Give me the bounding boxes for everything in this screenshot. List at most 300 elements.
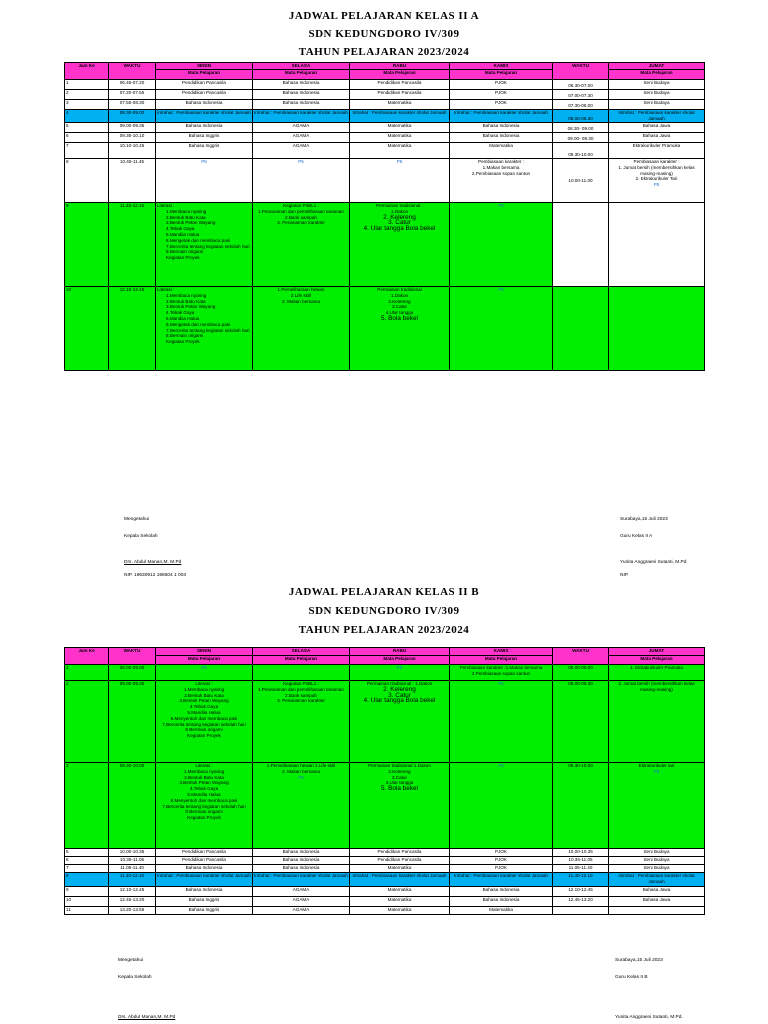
table-row <box>65 887 705 897</box>
line: 8.Bermain origami <box>166 333 204 339</box>
cell-selasa: AGAMA <box>253 123 350 133</box>
line: Permainan tradisional : <box>376 203 423 208</box>
line: 7.Bercerita tentang kegiatan sekolah hari <box>162 721 246 727</box>
sign-b-right-1: Surabaya,15 Juli 2023 <box>615 958 663 963</box>
cell-selasa: Bahasa Indonesia <box>253 865 350 873</box>
table-row-activity <box>65 287 705 371</box>
subheader-mapel: Mata Pelajaran <box>156 656 253 665</box>
schedule-a-school: SDN KEDUNGDORO IV/309 <box>308 28 460 40</box>
cell-rabu: Matematika <box>350 897 450 907</box>
line: 4.Tebak Gaya <box>189 704 219 710</box>
cell-selasa <box>253 665 350 681</box>
cell-kamis <box>450 159 553 203</box>
cell-jumat: Bahasa Jawa <box>609 897 705 907</box>
line: 2.Bank sampah <box>285 692 317 698</box>
cell-rabu: Pendidikan Pancasila <box>350 857 450 865</box>
cell-jumat: Seni Budaya <box>609 857 705 865</box>
line: 6.Menyentuh dan membaca pasi <box>170 715 238 721</box>
cell-waktu-jumat: 09.30-10.00 <box>553 763 609 849</box>
line: 2. Ektrakurikuler Tari <box>635 176 678 182</box>
header-kamis: KAMIS <box>450 63 553 70</box>
line: 5.Mandiia Halua <box>187 709 221 715</box>
cell-selasa: AGAMA <box>253 143 350 159</box>
cell-jumat: Bahasa Jawa <box>609 123 705 133</box>
cell-waktu-jumat: 06.30-07.00 <box>553 80 609 90</box>
line: Kegiatan Proyek <box>187 733 221 739</box>
sign-b-right-2: Guru Kelas II B <box>615 975 648 980</box>
cell-jumat: Intrahat : Pembiasaan karakter sholat Jamaah <box>609 873 705 887</box>
table-row-activity <box>65 681 705 763</box>
cell-jam: 5 <box>65 849 109 857</box>
line: Pembiasaan karakter :1.Makan bersama <box>459 665 543 670</box>
cell-jam: 11 <box>65 907 109 915</box>
sign-a-left-1: Mengetahui <box>124 517 150 522</box>
line: 4.Tebak Gaya <box>166 310 195 316</box>
line: 1.Membaca nyaring <box>183 768 225 774</box>
line: 1.Makan bersama <box>482 164 520 170</box>
subheader-mapel: Mata Pelajaran <box>609 656 705 665</box>
header-waktu-jumat: WAKTU <box>553 648 609 665</box>
cell-waktu: 12.10-12.45 <box>109 887 156 897</box>
cell-senin: Bahasa Inggris <box>156 133 253 143</box>
cell-rabu: Matematika <box>350 123 450 133</box>
line: Literasi : <box>195 681 213 686</box>
table-header-row <box>65 63 705 70</box>
cell-jumat <box>609 763 705 849</box>
cell-selasa <box>253 763 350 849</box>
line: Permainan tradisional : 1.Dakon <box>366 681 433 686</box>
cell-senin: Bahasa Indonesia <box>156 887 253 897</box>
cell-waktu-jumat: 09.00-09.30 <box>553 681 609 763</box>
cell-waktu: 10.35-11.05 <box>109 857 156 865</box>
subheader-mapel: Mata Pelajaran <box>253 70 350 80</box>
line: 3. Makan bersama <box>281 298 321 304</box>
table-row <box>65 143 705 159</box>
cell-jam: 2 <box>65 681 109 763</box>
line: 3. Makan bersama <box>281 768 321 774</box>
cell-kamis: PJOK <box>450 100 553 110</box>
header-senin: SENIN <box>156 63 253 70</box>
cell-selasa: AGAMA <box>253 907 350 915</box>
cell-selasa-p5: P5 <box>253 159 350 203</box>
line: 4.Ular tangga <box>385 780 414 786</box>
cell-kamis: Bahasa Indonesia <box>450 123 553 133</box>
cell-senin: Pendidikan Pancasila <box>156 90 253 100</box>
cell-selasa: Intrahat : Pembiasaan karakter sholat Jamaah <box>253 873 350 887</box>
subheader-mapel: Mata Pelajaran <box>350 656 450 665</box>
cell-kamis-p5: P5 <box>450 203 553 287</box>
cell-rabu: Matematika <box>350 100 450 110</box>
cell-rabu <box>350 763 450 849</box>
cell-waktu: 11.05-11.40 <box>109 865 156 873</box>
cell-senin: Bahasa Indonesia <box>156 100 253 110</box>
line: 4.Ular tangga <box>385 310 414 316</box>
cell-waktu: 11.45-12.15 <box>109 203 156 287</box>
cell-kamis: Bahasa Indonesia <box>450 897 553 907</box>
cell-senin: Pendidikan Pancasila <box>156 80 253 90</box>
cell-jumat: 2. Jumat bersih (membersihkan kelas masing-masing) <box>609 681 705 763</box>
cell-waktu-jumat: 08.00-08.30 <box>553 110 609 123</box>
cell-selasa: Bahasa Indonesia <box>253 857 350 865</box>
line: 8.Bermain origami <box>185 809 223 815</box>
header-kamis: KAMIS <box>450 648 553 656</box>
cell-rabu <box>350 203 450 287</box>
cell-rabu: Pendidikan Pancasila <box>350 80 450 90</box>
line: Literasi : <box>195 763 213 768</box>
cell-rabu: Intrahat : Pembiasaan karakter sholat Jamaah <box>350 873 450 887</box>
schedule-b-year: TAHUN PELAJARAN 2023/2024 <box>298 624 470 636</box>
cell-selasa: Bahasa Indonesia <box>253 849 350 857</box>
table-row <box>65 133 705 143</box>
sign-a-principal-name: Drs. Abdul Manan,M. M.Pd <box>124 560 182 565</box>
cell-senin: Intrahat : Pembiasaan karakter sholat Jamaah <box>156 873 253 887</box>
cell-waktu-jumat: 11.05-11.40 <box>553 865 609 873</box>
cell-kamis: PJOK <box>450 849 553 857</box>
line: 1.Membaca nyaring <box>166 208 207 214</box>
sign-a-right-2: Guru Kelas II A <box>620 534 653 539</box>
line: 4.Tebak Gaya <box>189 786 219 792</box>
cell-kamis-p5: P5 <box>450 287 553 371</box>
cell-senin-literasi <box>156 287 253 371</box>
line: 3.Catur <box>391 304 408 310</box>
cell-rabu: Matematika <box>350 133 450 143</box>
table-subheader-row <box>65 70 705 80</box>
cell-kamis-p5: P5 <box>450 681 553 763</box>
line: 8.Bermain origami <box>185 727 223 733</box>
cell-selasa <box>253 287 350 371</box>
cell-jumat: Bahasa Jawa <box>609 133 705 143</box>
cell-selasa <box>253 203 350 287</box>
subheader-mapel: Mata Pelajaran <box>253 656 350 665</box>
line: 1.Penanaman dan pemeliharaan tanaman <box>258 686 344 692</box>
cell-senin-p5: P5 <box>156 665 253 681</box>
cell-jam: 8 <box>65 159 109 203</box>
cell-kamis: Bahasa Indonesia <box>450 133 553 143</box>
line: 4. Ular tangga Bola bekel <box>363 697 436 705</box>
line: 2.Pembiasaan sopan santun <box>471 170 531 176</box>
cell-waktu: 12.45-13.20 <box>109 897 156 907</box>
schedule-a-title: JADWAL PELAJARAN KELAS II A <box>288 10 480 22</box>
cell-senin: Bahasa Inggris <box>156 143 253 159</box>
table-header-row <box>65 648 705 656</box>
cell-jam: 7 <box>65 143 109 159</box>
cell-waktu: 08.00-09.00 <box>109 665 156 681</box>
line: 6.Mengetak dan membaca pasi <box>166 321 231 327</box>
sign-a-teacher-name: Yunita Anggraeni Sutanti, M.Pd <box>620 560 687 565</box>
line: 1. Jumat bersih (membersihkan kelas masing-masing) <box>618 164 695 176</box>
cell-waktu-jumat: 10.00-10.35 <box>553 849 609 857</box>
cell-rabu <box>350 681 450 763</box>
line: 6.Menyentuh dan membaca pasi <box>170 797 238 803</box>
cell-jam: 6 <box>65 857 109 865</box>
line: Kegiatan PriBL1 : <box>283 681 319 686</box>
sign-b-teacher-name: Yunita Anggraeni Sutanti, M.Pd. <box>615 1015 683 1020</box>
line: 2.Bentuk Batu Kata <box>166 298 206 304</box>
cell-kamis: PJOK <box>450 90 553 100</box>
line: 3. Catur <box>388 219 411 227</box>
table-row <box>65 907 705 915</box>
line: 4. Ular tangga Bola bekel <box>363 225 436 233</box>
cell-waktu-jumat: 07.30-08.00 <box>553 100 609 110</box>
subheader-mapel: Mata Pelajaran <box>156 70 253 80</box>
schedule-a-table <box>64 62 705 371</box>
line: 2.Bentuk Batu Kata <box>166 214 206 220</box>
cell-senin: Pendidikan Pancasila <box>156 857 253 865</box>
cell-rabu-p5: P5 <box>350 665 450 681</box>
table-subheader-row <box>65 656 705 665</box>
cell-jam: 1 <box>65 80 109 90</box>
table-row <box>65 100 705 110</box>
table-row <box>65 123 705 133</box>
cell-jam: 5 <box>65 123 109 133</box>
cell-empty <box>553 203 609 287</box>
table-row <box>65 865 705 873</box>
cell-waktu-jumat: 08.30- 09.00 <box>553 123 609 133</box>
table-row-break <box>65 873 705 887</box>
sign-a-teacher-nip: NIP. <box>620 573 629 578</box>
header-jumat: JUMAT <box>609 648 705 656</box>
cell-jam: 6 <box>65 133 109 143</box>
table-row-activity <box>65 203 705 287</box>
cell-kamis: Matematika <box>450 143 553 159</box>
cell-jam: 3 <box>65 763 109 849</box>
line: 3.Catur <box>391 774 408 780</box>
cell-waktu-jumat: 11.40-12.10 <box>553 873 609 887</box>
line: 2.Bank sampah <box>285 214 317 220</box>
cell-waktu: 09.00-09.30 <box>109 681 156 763</box>
line: 1.Membaca nyaring <box>183 686 225 692</box>
header-waktu-jumat: WAKTU <box>553 63 609 80</box>
sign-a-principal-nip: NIP. 19630912 198504 1 003 <box>124 573 187 578</box>
cell-jam: 9 <box>65 887 109 897</box>
cell-empty <box>553 287 609 371</box>
cell-kamis: Matematika <box>450 907 553 915</box>
cell-kamis <box>450 665 553 681</box>
line: 6.Mengetak dan membaca pasi <box>166 237 231 243</box>
line: 7.Bercerita tentang kegiatan sekolah hari <box>162 803 246 809</box>
cell-jumat: Seni Budaya <box>609 100 705 110</box>
line-p5: P5 <box>298 774 304 780</box>
cell-rabu: Matematika <box>350 143 450 159</box>
line: Permainan tradisional <box>377 287 422 292</box>
line: 5. Bola bekel <box>381 785 418 793</box>
table-row <box>65 897 705 907</box>
cell-jam: 10 <box>65 287 109 371</box>
cell-waktu-jumat <box>553 907 609 915</box>
header-rabu: RABU <box>350 648 450 656</box>
cell-rabu: Intrahat : Pembiasaan karakter sholat Jamaah <box>350 110 450 123</box>
cell-kamis: Bahasa Indonesia <box>450 887 553 897</box>
line: Literasi : <box>157 287 175 292</box>
line: 7.Bercerita tentang kegiatan sekolah hari <box>166 243 250 249</box>
line: 3. Penanaman karakter <box>277 220 325 226</box>
cell-selasa: Bahasa Indonesia <box>253 90 350 100</box>
cell-senin-literasi <box>156 203 253 287</box>
cell-senin: Intrahat : Pembiasaan karakter sholat Jamaah <box>156 110 253 123</box>
line: 2. Kelereng <box>383 685 416 693</box>
cell-jam: 7 <box>65 865 109 873</box>
cell-senin: Bahasa Inggris <box>156 897 253 907</box>
sign-a-left-2: Kepala Sekolah <box>124 534 158 539</box>
header-selasa: SELASA <box>253 648 350 656</box>
cell-rabu <box>350 287 450 371</box>
header-jam: Jam Ke <box>65 63 109 80</box>
cell-rabu: Matematika <box>350 907 450 915</box>
cell-selasa: AGAMA <box>253 887 350 897</box>
line: Pembiasaan karakter : <box>633 159 680 164</box>
cell-waktu: 07.20-07.55 <box>109 90 156 100</box>
cell-waktu: 09.00-09.35 <box>109 123 156 133</box>
cell-waktu: 13.20-13.55 <box>109 907 156 915</box>
table-row <box>65 159 705 203</box>
cell-senin-p5: P5 <box>156 159 253 203</box>
subheader-mapel: Mata Pelajaran <box>450 70 553 80</box>
sign-b-left-1: Mengetahui <box>118 958 144 963</box>
header-waktu: WAKTU <box>109 63 156 80</box>
cell-waktu: 11.40-12.10 <box>109 873 156 887</box>
cell-senin-literasi <box>156 681 253 763</box>
subheader-mapel: Mata Pelajaran <box>450 656 553 665</box>
line: 1.Pemeliharaan hewan <box>277 287 325 292</box>
line: Literasi : <box>157 203 175 208</box>
cell-jumat: Ektrakurikuler Pramuka <box>609 143 705 159</box>
cell-jam: 9 <box>65 203 109 287</box>
line: 2.Bentuk Batu Kata <box>184 692 224 698</box>
line-p5: P5 <box>653 182 660 188</box>
line: 3.Bentuk Petan Wayang <box>166 220 216 226</box>
cell-jumat: Seni Budaya <box>609 80 705 90</box>
cell-jumat: Seni Budaya <box>609 90 705 100</box>
cell-waktu-jumat: 08.00-09.00 <box>553 665 609 681</box>
cell-kamis: Intrahat : Pembiasaan karakter sholat Jamaah <box>450 110 553 123</box>
line: 5. Bola bekel <box>381 314 418 322</box>
cell-waktu-jumat: 10.00-11.00 <box>553 159 609 203</box>
cell-waktu: 09.30-10.00 <box>109 763 156 849</box>
table-row-activity <box>65 665 705 681</box>
cell-jam: 10 <box>65 897 109 907</box>
cell-selasa: Intrahat : Pembiasaan karakter sholat Jamaah <box>253 110 350 123</box>
line: 3. Penanaman karakter <box>277 698 325 704</box>
line: 5.Mandiia Halua <box>166 231 200 237</box>
cell-waktu: 09.35-10.10 <box>109 133 156 143</box>
table-row-break <box>65 110 705 123</box>
cell-selasa: Bahasa Indonesia <box>253 100 350 110</box>
cell-jumat <box>609 907 705 915</box>
line: 2.Kelereng <box>388 298 411 304</box>
subheader-mapel: Mata Pelajaran <box>609 70 705 80</box>
cell-senin: Bahasa Indonesia <box>156 123 253 133</box>
cell-waktu: 06.45-07.20 <box>109 80 156 90</box>
cell-kamis: Intrahat : Pembiasaan karakter sholat Jamaah <box>450 873 553 887</box>
table-row <box>65 90 705 100</box>
cell-selasa: AGAMA <box>253 897 350 907</box>
line: 2.Life skill <box>290 292 312 298</box>
cell-jumat: 1. Ektrakurikuler Pramuka <box>609 665 705 681</box>
schedule-b-table <box>64 647 705 915</box>
line: 7.Bercerita tentang kegiatan sekolah hari <box>166 327 250 333</box>
table-row-activity <box>65 763 705 849</box>
cell-waktu: 10.10-10.45 <box>109 143 156 159</box>
header-rabu: RABU <box>350 63 450 70</box>
cell-empty <box>609 287 705 371</box>
line: Kegiatan Proyek <box>166 339 200 345</box>
cell-kamis: PJOK <box>450 865 553 873</box>
cell-jumat: Bahasa Jawa <box>609 887 705 897</box>
cell-senin: Bahasa Inggris <box>156 907 253 915</box>
cell-selasa: Bahasa Indonesia <box>253 80 350 90</box>
line: 1.Membaca nyaring <box>166 292 207 298</box>
cell-jam: 4 <box>65 110 109 123</box>
line: 1.Pemeliharaan hewan 2.Life skill <box>266 763 336 768</box>
header-jam: Jam Ke <box>65 648 109 665</box>
line: Permainan tradisional 1.Dakon <box>368 763 431 768</box>
line: 1.Dakon <box>390 208 409 214</box>
cell-waktu-jumat: 10.35-11.05 <box>553 857 609 865</box>
sign-a-right-1: Surabaya,15 Juli 2023 <box>620 517 668 522</box>
table-row <box>65 857 705 865</box>
cell-waktu: 08.30-09.00 <box>109 110 156 123</box>
line: 3.Bentuk Petan Wayang <box>179 698 229 704</box>
cell-senin: Bahasa Indonesia <box>156 865 253 873</box>
line: 3.Bentuk Petan Wayang <box>179 780 229 786</box>
line: 8.Bermain origami <box>166 249 204 255</box>
line: 4.Tebak Gaya <box>166 226 195 232</box>
cell-jumat: Seni Budaya <box>609 849 705 857</box>
cell-jumat: Intrahat : Pembiasaan karakter sholat Jamaah <box>609 110 705 123</box>
line: 3. Catur <box>388 691 411 699</box>
cell-kamis: PJOK <box>450 857 553 865</box>
line: 5.Mandiia Halua <box>166 315 200 321</box>
cell-jam: 1 <box>65 665 109 681</box>
cell-waktu-jumat: 12.10-12.45 <box>553 887 609 897</box>
table-row <box>65 849 705 857</box>
line: Ektrakurikuler tari <box>638 763 675 768</box>
line: Kegiatan Proyek <box>187 815 221 821</box>
schedule-b-school: SDN KEDUNGDORO IV/309 <box>308 605 460 617</box>
line: 5.Mandiia Halua <box>187 791 221 797</box>
cell-jumat <box>609 159 705 203</box>
cell-empty <box>609 203 705 287</box>
cell-waktu-jumat: 12.45-13.20 <box>553 897 609 907</box>
cell-jam: 3 <box>65 100 109 110</box>
line: 3.Bentuk Petan Wayang <box>166 304 216 310</box>
header-selasa: SELASA <box>253 63 350 70</box>
line-p5: P5 <box>653 768 660 774</box>
line: Pembiasaan karakter : <box>478 159 524 164</box>
cell-rabu: Matematika <box>350 865 450 873</box>
cell-jam: 8 <box>65 873 109 887</box>
cell-jam: 2 <box>65 90 109 100</box>
line: Kegiatan Proyek <box>166 255 200 261</box>
schedule-b-title: JADWAL PELAJARAN KELAS II B <box>288 586 480 598</box>
schedule-a-year: TAHUN PELAJARAN 2023/2024 <box>298 46 470 58</box>
sign-b-principal-name: Drs. Abdul Manan,M. M.Pd <box>118 1015 176 1020</box>
cell-selasa <box>253 681 350 763</box>
line: 1.Penanaman dan pemeliharaan tanaman <box>258 208 344 214</box>
line: 2.Bentuk Batu Kata <box>184 774 224 780</box>
cell-waktu-jumat: 07.00-07.30 <box>553 90 609 100</box>
cell-waktu: 10.00-10.35 <box>109 849 156 857</box>
line: Kegiatan PriBL1 : <box>283 203 319 208</box>
header-senin: SENIN <box>156 648 253 656</box>
subheader-mapel: Mata Pelajaran <box>350 70 450 80</box>
cell-rabu: Matematika <box>350 887 450 897</box>
line: 2. Kelereng <box>383 213 416 221</box>
cell-senin: Pendidikan Pancasila <box>156 849 253 857</box>
cell-senin-literasi <box>156 763 253 849</box>
cell-waktu: 12.15-12.45 <box>109 287 156 371</box>
cell-waktu-jumat: 09.30-10.00 <box>553 143 609 159</box>
